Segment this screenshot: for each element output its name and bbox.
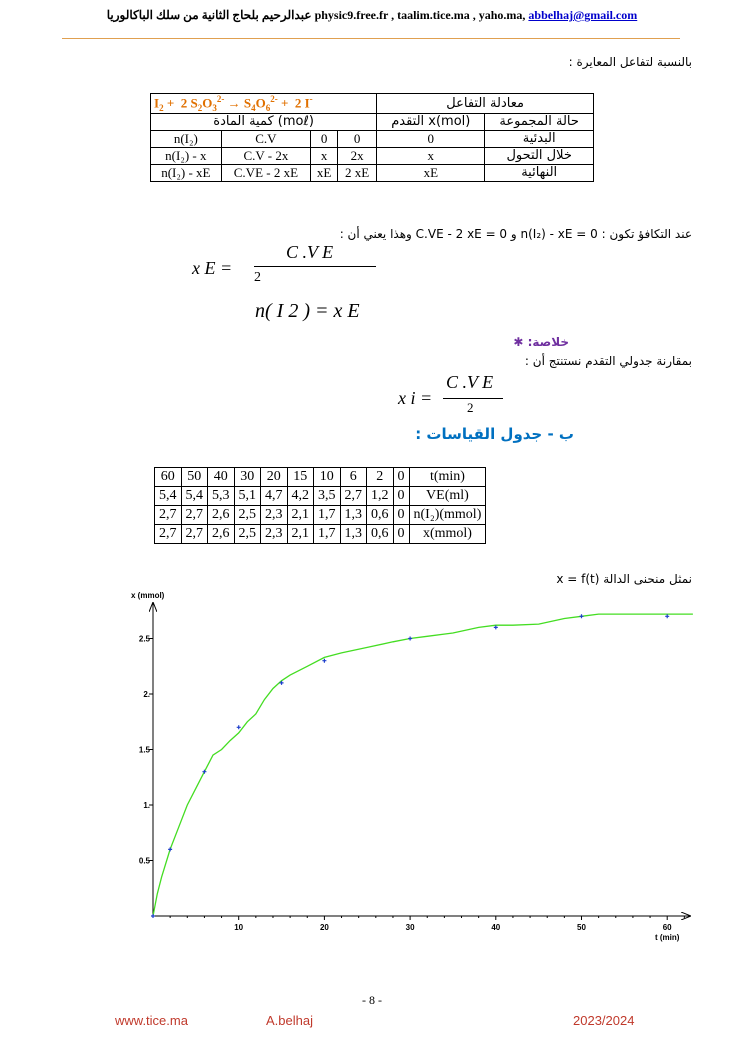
table-cell: 1,3 [340, 525, 367, 544]
intro-text: بالنسبة لتفاعل المعايرة : [568, 55, 692, 69]
x-tick-label: 50 [577, 923, 586, 932]
formula-xe-num: C .V E [286, 242, 334, 262]
x-tick-label: 20 [319, 923, 329, 932]
x-tick-label: 60 [662, 923, 672, 932]
table-cell: 0 [393, 468, 409, 487]
table-row [155, 468, 486, 487]
formula-xi-lhs: x i = [398, 388, 433, 408]
formula-xi-num: C .V E [446, 372, 494, 392]
table-cell: 40 [208, 468, 235, 487]
summary-text: بمقارنة جدولي التقدم نستنتج أن : [524, 354, 692, 368]
table-cell: 30 [234, 468, 261, 487]
summary-title: خلاصة: ✱ [513, 335, 569, 349]
table-cell: 2,5 [234, 506, 261, 525]
table-cell: 6 [340, 468, 367, 487]
formula-xi-den: 2 [467, 400, 474, 415]
y-tick-label: 2.5 [138, 634, 150, 644]
equivalence-text: عند التكافؤ تكون : n(I₂) - xE = 0 و C.VE - 2 xE = 0 وهذا يعني أن : [339, 227, 692, 241]
state-label: حالة المجموعة [485, 113, 594, 130]
x-tick-label: 10 [234, 923, 244, 932]
table-cell: 0,6 [367, 525, 394, 544]
table-cell: 2,3 [261, 506, 288, 525]
reaction-equation: $I_2 + 2$ $S_2O_3^{2-} \to S_4O_6^{2-} + 2$ I- [151, 94, 377, 114]
table-cell: 2,7 [340, 487, 367, 506]
table-row-label: n(I₂)(mmol) [409, 506, 486, 525]
formula-xe-den: 2 [254, 270, 261, 285]
formula-xe-lhs: x E = [192, 258, 233, 278]
x-tick-label: 40 [491, 923, 501, 932]
fraction-bar [254, 266, 376, 267]
fraction-bar [443, 398, 503, 399]
table-row [151, 164, 594, 181]
cell: n(I₂) - xE [151, 164, 222, 181]
table-row [155, 487, 486, 506]
cell: البدئية [485, 130, 594, 147]
formula-n-i2: n( I 2 ) = x E [255, 300, 360, 322]
header-divider [62, 38, 680, 39]
cell: C.V [221, 130, 310, 147]
table-cell: 5,1 [234, 487, 261, 506]
table-cell: 5,4 [181, 487, 208, 506]
table-cell: 1,3 [340, 506, 367, 525]
table-row-label: x(mmol) [409, 525, 486, 544]
data-point [168, 847, 172, 851]
y-tick-label: 0.5 [138, 856, 150, 866]
eq-label: معادلة التفاعل [377, 94, 594, 114]
table-cell: 5,4 [155, 487, 182, 506]
fit-curve [153, 614, 693, 916]
data-point [408, 637, 412, 641]
cell: x [377, 147, 485, 164]
table-row-label: t(min) [409, 468, 486, 487]
cell: خلال التحول [485, 147, 594, 164]
table-cell: 15 [287, 468, 314, 487]
table-row-label: VE(ml) [409, 487, 486, 506]
y-tick-label: 1.5 [138, 745, 150, 755]
cell: 0 [377, 130, 485, 147]
table-cell: 60 [155, 468, 182, 487]
table-cell: 4,7 [261, 487, 288, 506]
table-cell: 2,7 [181, 525, 208, 544]
table-cell: 0,6 [367, 506, 394, 525]
y-tick-label: 1. [143, 801, 150, 810]
page-header [0, 8, 744, 23]
measures-table [154, 467, 486, 544]
table-cell: 5,3 [208, 487, 235, 506]
table-cell: 1,2 [367, 487, 394, 506]
cell: C.VE - 2 xE [221, 164, 310, 181]
footer-website[interactable]: www.tice.ma [115, 1013, 188, 1028]
reaction-table [150, 93, 594, 182]
cell: xE [377, 164, 485, 181]
cell: النهائية [485, 164, 594, 181]
table-cell: 50 [181, 468, 208, 487]
table-row [155, 525, 486, 544]
cell: xE [311, 164, 338, 181]
curve-caption: نمثل منحنى الدالة x = f(t) [556, 572, 692, 586]
cell: x [311, 147, 338, 164]
table-cell: 2,7 [181, 506, 208, 525]
table-cell: 0 [393, 506, 409, 525]
cell: C.V - 2x [221, 147, 310, 164]
header-email-link[interactable]: abbelhaj@gmail.com [528, 8, 638, 22]
y-tick-label: 2. [143, 690, 150, 699]
table-cell: 2,3 [261, 525, 288, 544]
table-cell: 2,7 [155, 525, 182, 544]
table-cell: 2 [367, 468, 394, 487]
chart [0, 585, 744, 955]
footer-author: A.belhaj [266, 1013, 313, 1028]
data-point [237, 725, 241, 729]
table-cell: 2,5 [234, 525, 261, 544]
header-text: عبدالرحيم بلحاج الثانية من سلك الباكالوريا physic9.free.fr , taalim.tice.ma , yaho.ma, [106, 8, 526, 22]
table-row [151, 130, 594, 147]
table-cell: 2,6 [208, 525, 235, 544]
table-cell: 1,7 [314, 525, 341, 544]
x-axis-label: t (min) [654, 933, 680, 942]
table-cell: 20 [261, 468, 288, 487]
qty-label: كمية المادة (moℓ) [151, 113, 377, 130]
page-number: - 8 - [362, 993, 382, 1007]
cell: 0 [311, 130, 338, 147]
table-cell: 3,5 [314, 487, 341, 506]
measures-title: ب - جدول القياسات : [415, 425, 574, 443]
table-cell: 10 [314, 468, 341, 487]
cell: n(I₂) - x [151, 147, 222, 164]
data-point [580, 614, 584, 618]
table-cell: 0 [393, 487, 409, 506]
table-cell: 4,2 [287, 487, 314, 506]
adv-label: التقدم x(mol) [377, 113, 485, 130]
table-row [155, 506, 486, 525]
table-row [151, 147, 594, 164]
table-cell: 2,1 [287, 506, 314, 525]
cell: n(I₂) [151, 130, 222, 147]
data-point [665, 614, 669, 618]
table-cell: 2,1 [287, 525, 314, 544]
table-cell: 0 [393, 525, 409, 544]
table-cell: 2,7 [155, 506, 182, 525]
data-point [151, 914, 155, 918]
data-point [322, 659, 326, 663]
footer-year: 2023/2024 [573, 1013, 635, 1028]
y-axis-label: x (mmol) [131, 591, 165, 600]
cell: 0 [338, 130, 377, 147]
x-tick-label: 30 [405, 923, 415, 932]
table-cell: 2,6 [208, 506, 235, 525]
cell: 2x [338, 147, 377, 164]
table-cell: 1,7 [314, 506, 341, 525]
cell: 2 xE [338, 164, 377, 181]
